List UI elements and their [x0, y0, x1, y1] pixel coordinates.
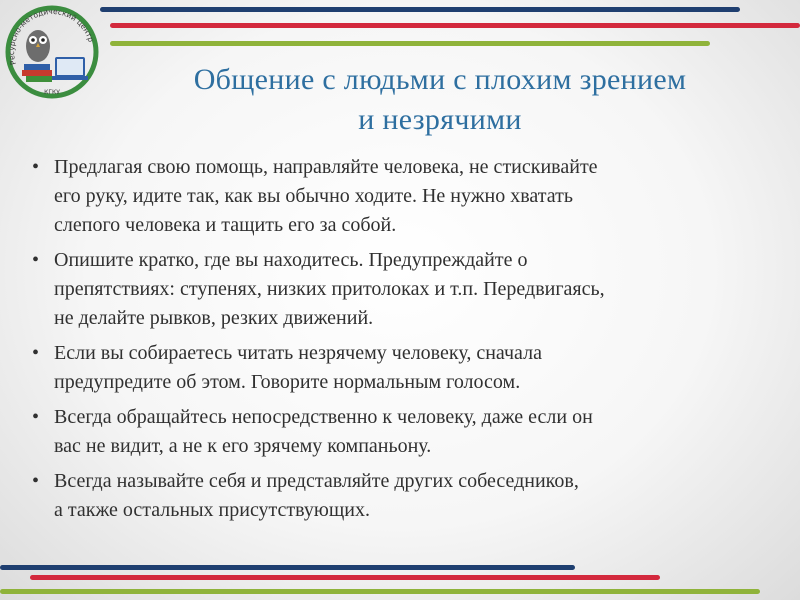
list-item-line: а также остальных присутствующих.	[54, 499, 370, 521]
bullet-icon: •	[32, 406, 40, 428]
logo-abbreviation: КГКУ	[44, 89, 60, 96]
book-icon	[22, 70, 52, 76]
bullet-icon: •	[32, 342, 40, 364]
laptop-icon	[56, 58, 84, 76]
list-item	[30, 246, 775, 333]
bullet-icon: •	[32, 470, 40, 492]
page-title	[100, 60, 780, 140]
list-item-line: Если вы собираетесь читать незрячему человеку, сначала	[54, 342, 542, 364]
title-line-1: Общение с людьми с плохим зрением	[193, 63, 687, 96]
center-logo	[2, 2, 102, 102]
list-item-line: вас не видит, а не к его зрячему компаньону.	[54, 435, 432, 457]
book-icon	[24, 64, 50, 70]
list-item	[30, 153, 775, 240]
top-stripe-red	[110, 23, 800, 28]
title-line-2: и незрячими	[358, 103, 522, 136]
list-item	[30, 403, 775, 461]
list-item-line: Всегда обращайтесь непосредственно к человеку, даже если он	[54, 406, 593, 428]
list-item-line: не делайте рывков, резких движений.	[54, 307, 374, 329]
top-stripe-navy	[100, 7, 740, 12]
bullet-icon: •	[32, 249, 40, 271]
bullet-list	[30, 153, 775, 531]
bottom-stripe-green	[0, 589, 760, 594]
list-item	[30, 339, 775, 397]
top-stripe-green	[110, 41, 710, 46]
list-item-line: его руку, идите так, как вы обычно ходите. Не нужно хватать	[54, 185, 573, 207]
list-item-line: слепого человека и тащить его за собой.	[54, 214, 397, 236]
logo-ring-text: Ресурсно-методический центр	[7, 6, 96, 66]
list-item-line: Всегда называйте себя и представляйте других собеседников,	[54, 470, 579, 492]
bottom-stripe-red	[30, 575, 660, 580]
list-item-line: Опишите кратко, где вы находитесь. Предупреждайте о	[54, 249, 528, 271]
list-item-line: предупредите об этом. Говорите нормальным голосом.	[54, 371, 521, 393]
list-item	[30, 467, 775, 525]
bullet-icon: •	[32, 156, 40, 178]
bottom-stripe-navy	[0, 565, 575, 570]
book-icon	[26, 76, 52, 82]
list-item-line: препятствиях: ступенях, низких притолоках и т.п. Передвигаясь,	[54, 278, 605, 300]
list-item-line: Предлагая свою помощь, направляйте человека, не стискивайте	[54, 156, 598, 178]
owl-books-emblem	[2, 2, 102, 102]
